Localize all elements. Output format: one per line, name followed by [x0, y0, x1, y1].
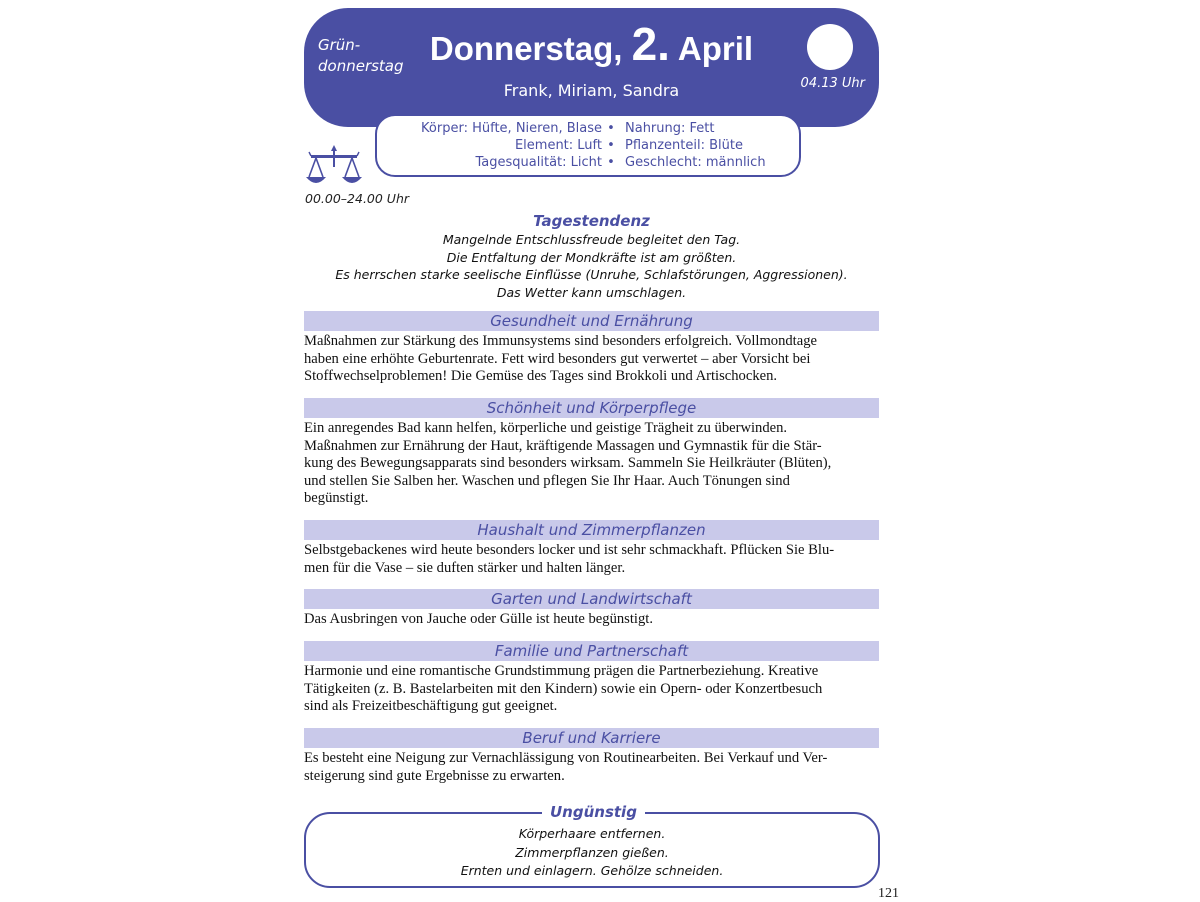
attribute-row	[377, 120, 799, 137]
zodiac-hours: 00.00–24.00 Uhr	[305, 191, 410, 206]
tendency-line: Das Wetter kann umschlagen.	[496, 284, 687, 300]
section-body	[304, 420, 879, 508]
section-health	[304, 311, 879, 386]
body-line: Stoffwechselproblemen! Die Gemüse des Tages sind Brokkoli und Artischocken.	[304, 368, 778, 385]
name-days: Frank, Miriam, Sandra	[503, 81, 680, 100]
tendency-line: Mangelnde Entschlussfreude begleitet den Tag.	[442, 232, 741, 247]
body-line: haben eine erhöhte Geburtenrate. Fett wird besonders gut verwertet – aber Vorsicht bei	[304, 350, 811, 367]
unfavorable-list	[306, 825, 878, 881]
bullet-separator: •	[607, 138, 615, 153]
section-garden	[304, 589, 879, 629]
feast-day-line-1: Grün-	[318, 36, 361, 54]
unfavorable-item: Körperhaare entfernen.	[518, 826, 666, 841]
section-beauty	[304, 398, 879, 508]
section-title: Familie und Partnerschaft	[304, 641, 879, 661]
day-number: 2.	[631, 18, 670, 70]
unfavorable-item: Zimmerpflanzen gießen.	[515, 844, 669, 860]
bullet-separator: •	[607, 155, 615, 170]
section-career	[304, 728, 879, 785]
attribute-left: Tagesqualität: Licht	[475, 155, 602, 170]
body-line: Maßnahmen zur Stärkung des Immunsystems sind besonders erfolgreich. Vollmondtage	[304, 333, 817, 349]
tendency-line: Die Entfaltung der Mondkräfte ist am größten.	[446, 249, 737, 265]
body-line: kung des Bewegungsapparats sind besonders wirksam. Sammeln Sie Heilkräuter (Blüten),	[304, 455, 832, 472]
section-household	[304, 520, 879, 577]
body-line: Das Ausbringen von Jauche oder Gülle ist heute begünstigt.	[304, 611, 653, 627]
body-line: Tätigkeiten (z. B. Bastelarbeiten mit den Kindern) sowie ein Opern- oder Konzertbesuch	[304, 680, 823, 697]
body-line: und stellen Sie Salben her. Waschen und pflegen Sie Ihr Haar. Auch Tönungen sind	[304, 472, 790, 489]
libra-scales-icon	[305, 145, 363, 187]
section-title: Haushalt und Zimmerpflanzen	[304, 520, 879, 540]
moon-phase-time: 04.13 Uhr	[800, 76, 865, 91]
body-line: Ein anregendes Bad kann helfen, körperliche und geistige Trägheit zu überwinden.	[304, 420, 788, 436]
attribute-left: Element: Luft	[514, 138, 602, 153]
section-body	[304, 542, 879, 577]
day-tendency	[304, 211, 879, 301]
body-line: men für die Vase – sie duften stärker und halten länger.	[304, 559, 626, 576]
unfavorable-item: Ernten und einlagern. Gehölze schneiden.	[460, 863, 724, 878]
section-body	[304, 663, 879, 716]
body-line: Maßnahmen zur Ernährung der Haut, kräftigende Massagen und Gymnastik für die Stär-	[304, 437, 822, 454]
section-body	[304, 611, 879, 629]
section-title: Gesundheit und Ernährung	[304, 311, 879, 331]
page-number: 121	[878, 886, 899, 901]
body-line: Selbstgebackenes wird heute besonders locker und ist sehr schmackhaft. Pflücken Sie Blu-	[304, 542, 835, 558]
attribute-right: Nahrung: Fett	[625, 121, 715, 136]
unfavorable-title: Ungünstig	[542, 802, 645, 822]
section-family	[304, 641, 879, 716]
attribute-row	[377, 154, 799, 171]
section-title: Garten und Landwirtschaft	[304, 589, 879, 609]
section-title: Schönheit und Körperpflege	[304, 398, 879, 418]
date-title	[304, 18, 879, 71]
unfavorable-box	[304, 803, 880, 888]
full-moon-icon	[807, 24, 853, 70]
month: April	[677, 30, 754, 67]
date-header	[304, 8, 879, 127]
attribute-left: Körper: Hüfte, Nieren, Blase	[421, 121, 602, 136]
section-title: Beruf und Karriere	[304, 728, 879, 748]
weekday: Donnerstag,	[429, 30, 623, 67]
body-line: Es besteht eine Neigung zur Vernachlässigung von Routinearbeiten. Bei Verkauf und Ver-	[304, 750, 828, 766]
bullet-separator: •	[607, 121, 615, 136]
body-line: steigerung sind gute Ergebnisse zu erwarten.	[304, 767, 565, 784]
feast-day-line-2: donnerstag	[318, 57, 404, 75]
body-line: sind als Freizeitbeschäftigung gut geeignet.	[304, 698, 558, 715]
attribute-right: Geschlecht: männlich	[625, 155, 766, 170]
body-line: begünstigt.	[304, 490, 369, 507]
tendency-line: Es herrschen starke seelische Einflüsse (Unruhe, Schlafstörungen, Aggressionen).	[335, 267, 848, 282]
day-attributes-box	[375, 114, 801, 177]
tendency-title: Tagestendenz	[533, 212, 650, 230]
section-body	[304, 333, 879, 386]
section-body	[304, 750, 879, 785]
attribute-row	[377, 137, 799, 154]
attribute-right: Pflanzenteil: Blüte	[625, 138, 743, 153]
body-line: Harmonie und eine romantische Grundstimmung prägen die Partnerbeziehung. Kreative	[304, 663, 819, 679]
